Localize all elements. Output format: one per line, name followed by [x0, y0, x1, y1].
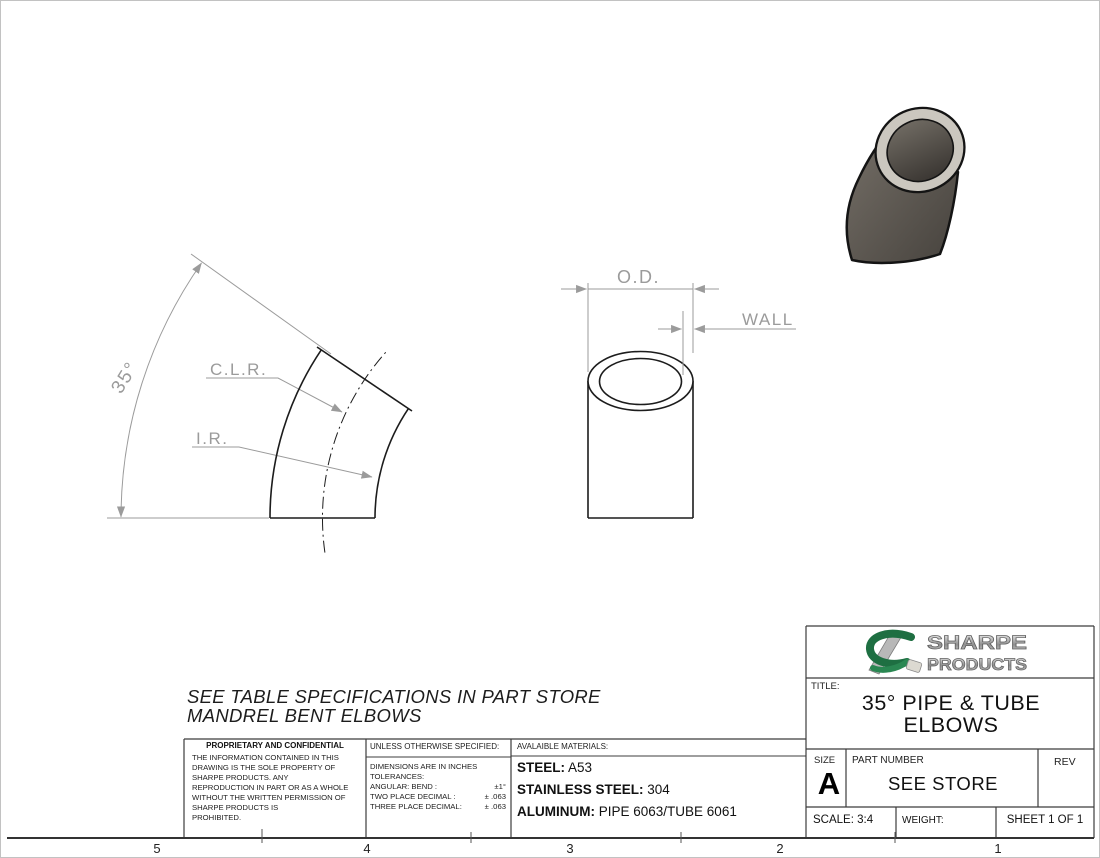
table-spec-note-line2: MANDREL BENT ELBOWS	[187, 705, 422, 726]
part-number-value: SEE STORE	[887, 773, 999, 794]
size-value: A	[817, 766, 841, 801]
material-value: 304	[647, 782, 670, 797]
sharpe-products-logo	[869, 631, 1027, 674]
elbow-inner-arc	[375, 408, 409, 518]
logo-text-sharpe: SHARPE	[927, 633, 1027, 654]
tolerance-label: TWO PLACE DECIMAL :	[370, 792, 456, 801]
tolerances-subhead: TOLERANCES:	[370, 772, 425, 781]
tolerance-label: ANGULAR: BEND :	[370, 782, 438, 791]
material-value: PIPE 6063/TUBE 6061	[598, 804, 737, 819]
zone-number-2: 2	[776, 841, 784, 856]
proprietary-header: PROPRIETARY AND CONFIDENTIAL	[206, 741, 344, 750]
material-label: ALUMINUM:	[517, 804, 595, 819]
zone-number-1: 1	[994, 841, 1002, 856]
tube-outer-ellipse	[588, 352, 693, 411]
logo-text-products: PRODUCTS	[927, 655, 1027, 674]
tolerance-row-three-place	[370, 802, 506, 811]
tolerances-units: DIMENSIONS ARE IN INCHES	[370, 762, 478, 771]
material-row-steel	[517, 760, 592, 775]
size-label: SIZE	[814, 755, 836, 766]
angle-dimension-label: 35°	[107, 358, 143, 398]
drawing-title-line1: 35° PIPE & TUBE	[861, 691, 1041, 715]
material-row-stainless	[517, 782, 670, 797]
sheet-border	[7, 829, 1094, 843]
material-row-aluminum	[517, 804, 737, 819]
proprietary-line: DRAWING IS THE SOLE PROPERTY OF	[192, 763, 336, 772]
elbow-centerline-arc	[322, 352, 386, 553]
materials-header: AVALAIBLE MATERIALS:	[517, 742, 609, 751]
zone-number-3: 3	[566, 841, 574, 856]
scale-value: SCALE: 3:4	[813, 814, 874, 826]
angle-extension-line	[191, 254, 331, 354]
proprietary-body	[192, 753, 348, 823]
rev-label: REV	[1054, 756, 1076, 768]
elbow-angle-view	[107, 254, 372, 518]
table-spec-note-line1: SEE TABLE SPECIFICATIONS IN PART STORE	[187, 686, 601, 707]
title-label: TITLE:	[811, 681, 840, 692]
drawing-title-line2: ELBOWS	[903, 713, 999, 737]
elbow-outline	[270, 347, 412, 553]
proprietary-line: SHARPE PRODUCTS IS	[192, 803, 279, 812]
part-number-label: PART NUMBER	[852, 755, 924, 766]
tolerance-label: THREE PLACE DECIMAL:	[370, 802, 462, 811]
proprietary-line: REPRODUCTION IN PART OR AS A WHOLE	[192, 783, 349, 792]
wall-label: WALL	[742, 310, 794, 329]
material-value: A53	[568, 760, 593, 775]
ir-leader	[192, 447, 372, 477]
tolerance-value: ±1°	[494, 782, 506, 791]
zone-number-4: 4	[363, 841, 371, 856]
material-label: STEEL:	[517, 760, 566, 775]
tolerances-header: UNLESS OTHERWISE SPECIFIED:	[370, 742, 500, 751]
zone-number-5: 5	[153, 841, 161, 856]
proprietary-line: THE INFORMATION CONTAINED IN THIS	[192, 753, 339, 762]
weight-label: WEIGHT:	[902, 815, 944, 826]
proprietary-line: PROHIBITED.	[192, 813, 242, 822]
elbow-outer-arc	[270, 350, 321, 518]
ir-label: I.R.	[196, 429, 229, 448]
logo-tube-tip	[906, 659, 922, 673]
clr-leader	[206, 378, 342, 412]
tolerance-row-angular	[370, 782, 506, 791]
tolerance-value: ± .063	[484, 802, 506, 811]
elbow-3d-render	[847, 94, 978, 263]
proprietary-line: WITHOUT THE WRITTEN PERMISSION OF	[192, 793, 346, 802]
od-label: O.D.	[617, 267, 661, 287]
proprietary-line: SHARPE PRODUCTS. ANY	[192, 773, 289, 782]
table-spec-note	[187, 687, 601, 725]
tube-section-view	[588, 352, 693, 519]
drawing-title	[808, 692, 1094, 736]
tolerance-value: ± .063	[484, 792, 506, 801]
angle-dimension-arc	[121, 263, 202, 517]
clr-label: C.L.R.	[210, 360, 268, 379]
material-label: STAINLESS STEEL:	[517, 782, 644, 797]
sheet-value: SHEET 1 OF 1	[1006, 814, 1084, 826]
tolerance-row-two-place	[370, 792, 506, 801]
